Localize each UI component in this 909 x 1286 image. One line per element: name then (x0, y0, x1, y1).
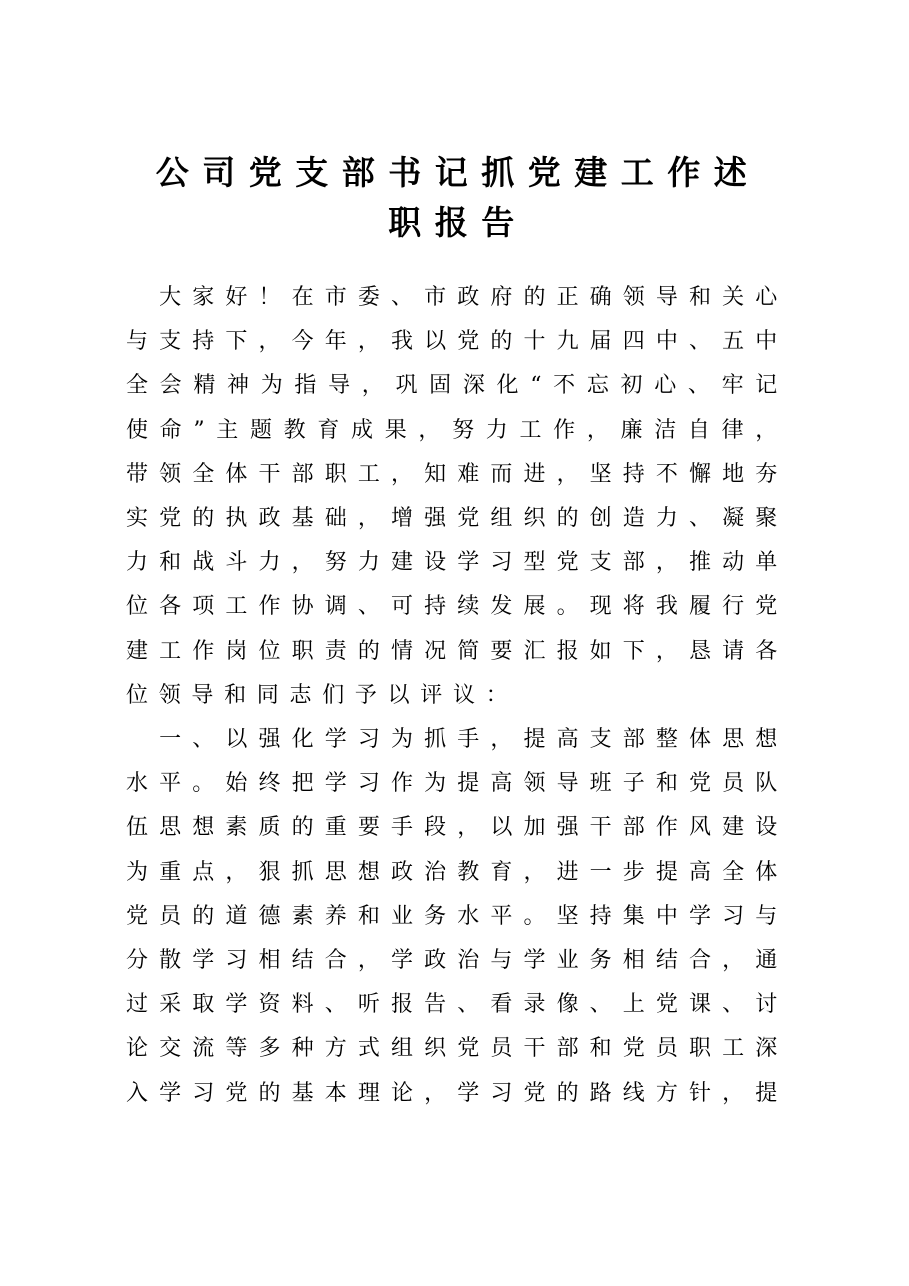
body-line: 为重点，狠抓思想政治教育，进一步提高全体 (126, 859, 788, 885)
title-line: 职报告 (388, 203, 528, 242)
body-line: 位领导和同志们予以评议： (126, 682, 519, 708)
body-line: 党员的道德素养和业务水平。坚持集中学习与 (126, 903, 788, 929)
body-line: 水平。始终把学习作为提高领导班子和党员队 (126, 771, 788, 797)
body-line: 大家好！在市委、市政府的正确领导和关心 (126, 285, 788, 310)
body-line: 与支持下，今年，我以党的十九届四中、五中 (126, 329, 788, 355)
body-line: 过采取学资料、听报告、看录像、上党课、讨 (126, 992, 788, 1018)
body-line: 入学习党的基本理论，学习党的路线方针，提 (126, 1080, 788, 1106)
document-body (126, 276, 788, 1116)
body-line: 伍思想素质的重要手段，以加强干部作风建设 (126, 815, 788, 841)
body-line: 使命”主题教育成果，努力工作，廉洁自律， (126, 417, 788, 443)
body-line: 实党的执政基础，增强党组织的创造力、凝聚 (126, 506, 788, 532)
title-line: 公司党支部书记抓党建工作述 (155, 153, 761, 192)
document-title (128, 148, 788, 248)
body-line: 带领全体干部职工，知难而进，坚持不懈地夯 (126, 461, 788, 487)
body-line: 分散学习相结合，学政治与学业务相结合，通 (126, 948, 788, 974)
body-line: 论交流等多种方式组织党员干部和党员职工深 (126, 1036, 788, 1062)
body-line: 全会精神为指导，巩固深化“不忘初心、牢记 (126, 373, 788, 399)
body-line: 力和战斗力，努力建设学习型党支部，推动单 (126, 550, 788, 576)
body-line: 一、以强化学习为抓手，提高支部整体思想 (126, 727, 788, 753)
body-line: 位各项工作协调、可持续发展。现将我履行党 (126, 594, 788, 620)
body-line: 建工作岗位职责的情况简要汇报如下，恳请各 (126, 638, 788, 664)
